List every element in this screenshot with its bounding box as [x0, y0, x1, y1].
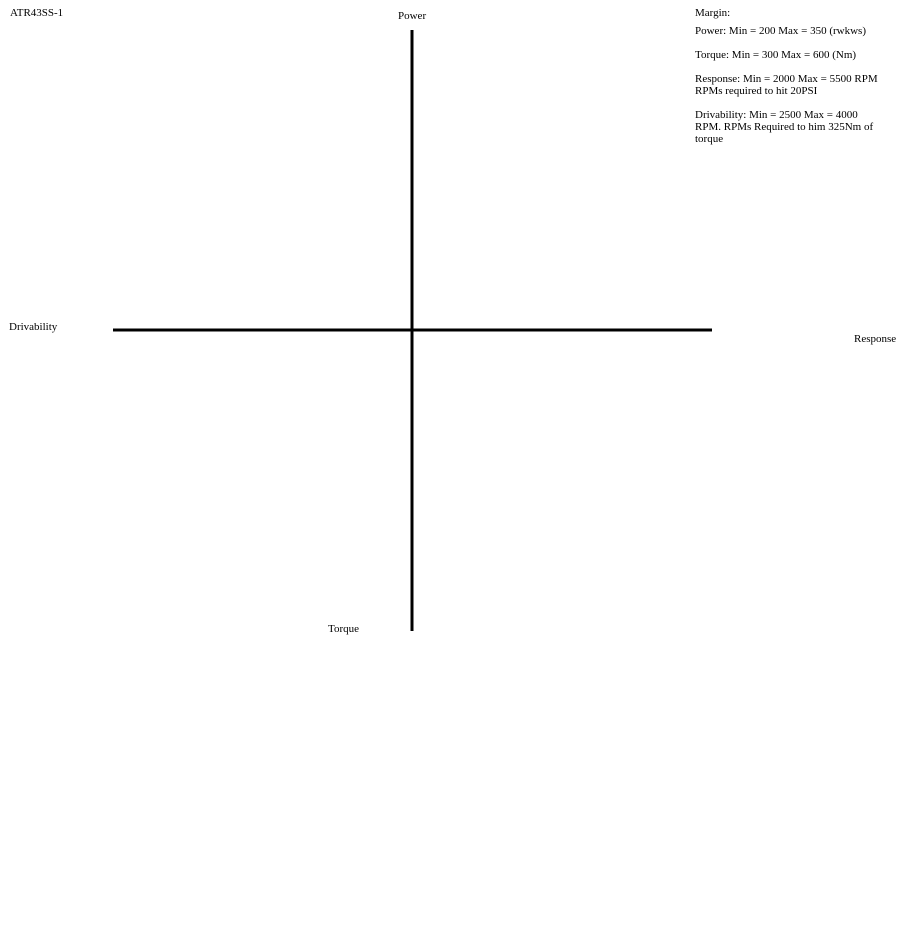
response-note [695, 73, 910, 97]
margin-notes [695, 7, 910, 157]
drivability-note-line1: Drivability: Min = 2500 Max = 4000 [695, 109, 858, 121]
axis-label-power: Power [398, 10, 427, 22]
drivability-note-line2: RPM. RPMs Required to him 325Nm of [695, 121, 874, 133]
power-note-text: Power: Min = 200 Max = 350 (rwkws) [695, 25, 866, 37]
drivability-note-line3: torque [695, 133, 724, 145]
axis-label-torque: Torque [328, 623, 359, 635]
response-note-line1: Response: Min = 2000 Max = 5500 RPM [695, 73, 878, 85]
torque-note-text: Torque: Min = 300 Max = 600 (Nm) [695, 49, 857, 61]
power-note [695, 25, 910, 37]
response-note-line2: RPMs required to hit 20PSI [695, 85, 818, 97]
diagram-title: ATR43SS-1 [10, 7, 64, 19]
axis-label-drivability: Drivability [9, 321, 58, 333]
axis-label-response: Response [854, 333, 897, 345]
torque-note [695, 49, 910, 61]
margin-heading: Margin: [695, 7, 731, 19]
drivability-note [695, 109, 910, 145]
